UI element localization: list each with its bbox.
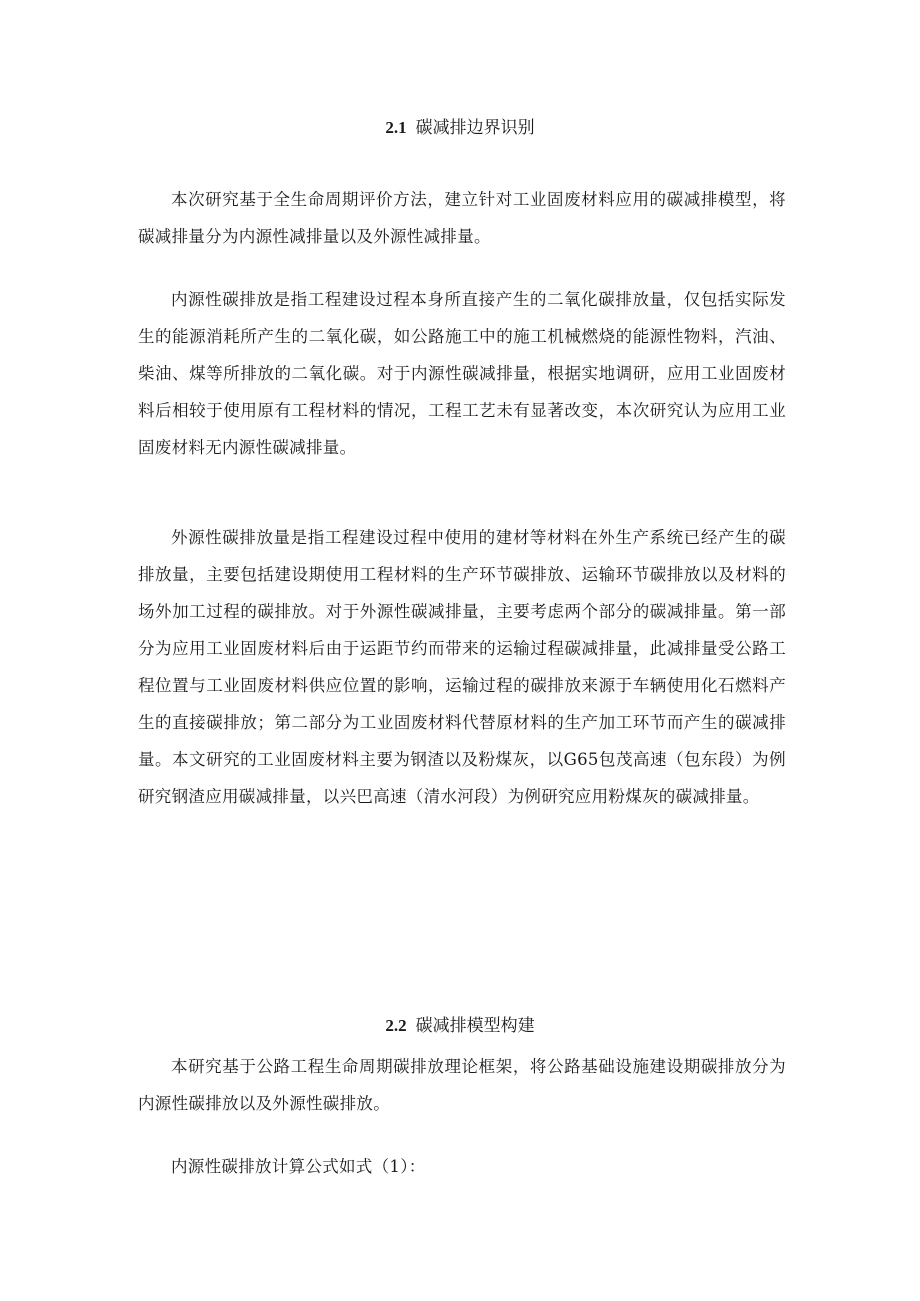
- paragraph-formula-intro: 内源性碳排放计算公式如式（1）：: [171, 1157, 426, 1176]
- paragraph-boundary-intro: 本次研究基于全生命周期评价方法，建立针对工业固废材料应用的碳减排模型，将碳减排量分为内源性减排量以及外源性减排量。: [138, 190, 786, 246]
- paragraph-model-intro: 本研究基于公路工程生命周期碳排放理论框架，将公路基础设施建设期碳排放分为内源性碳排放以及外源性碳排放。: [138, 1057, 786, 1113]
- section-heading-2-2: [0, 1014, 920, 1038]
- paragraph-external-emissions: 外源性碳排放量是指工程建设过程中使用的建材等材料在外生产系统已经产生的碳排放量，主要包括建设期使用工程材料的生产环节碳排放、运输环节碳排放以及材料的场外加工过程的碳排放。对于外源性碳减排量，主要考虑两个部分的碳减排量。第一部分为应用工业固废材料后由于运距节约而带来的运输过程碳减排量，此减排量受公路工程位置与工业固废材料供应位置的影响，运输过程的碳排放来源于车辆使用化石燃料产生的直接碳排放；第二部分为工业固废材料代替原材料的生产加工环节而产生的碳减排量。本文研究的工业固废材料主要为钢渣以及粉煤灰，以G65包茂高速（包东段）为例研究钢渣应用碳减排量，以兴巴高速（清水河段）为例研究应用粉煤灰的碳减排量。: [138, 528, 786, 806]
- section-number: 2.1: [385, 118, 407, 137]
- section-heading-2-1: [0, 116, 920, 140]
- section-title: 碳减排模型构建: [415, 1016, 535, 1036]
- paragraph-internal-emissions: 内源性碳排放是指工程建设过程本身所直接产生的二氧化碳排放量，仅包括实际发生的能源消耗所产生的二氧化碳，如公路施工中的施工机械燃烧的能源性物料，汽油、柴油、煤等所排放的二氧化碳。对于内源性碳减排量，根据实地调研，应用工业固废材料后相较于使用原有工程材料的情况，工程工艺未有显著改变，本次研究认为应用工业固废材料无内源性碳减排量。: [138, 290, 786, 457]
- section-title: 碳减排边界识别: [415, 118, 535, 138]
- section-number: 2.2: [385, 1016, 407, 1035]
